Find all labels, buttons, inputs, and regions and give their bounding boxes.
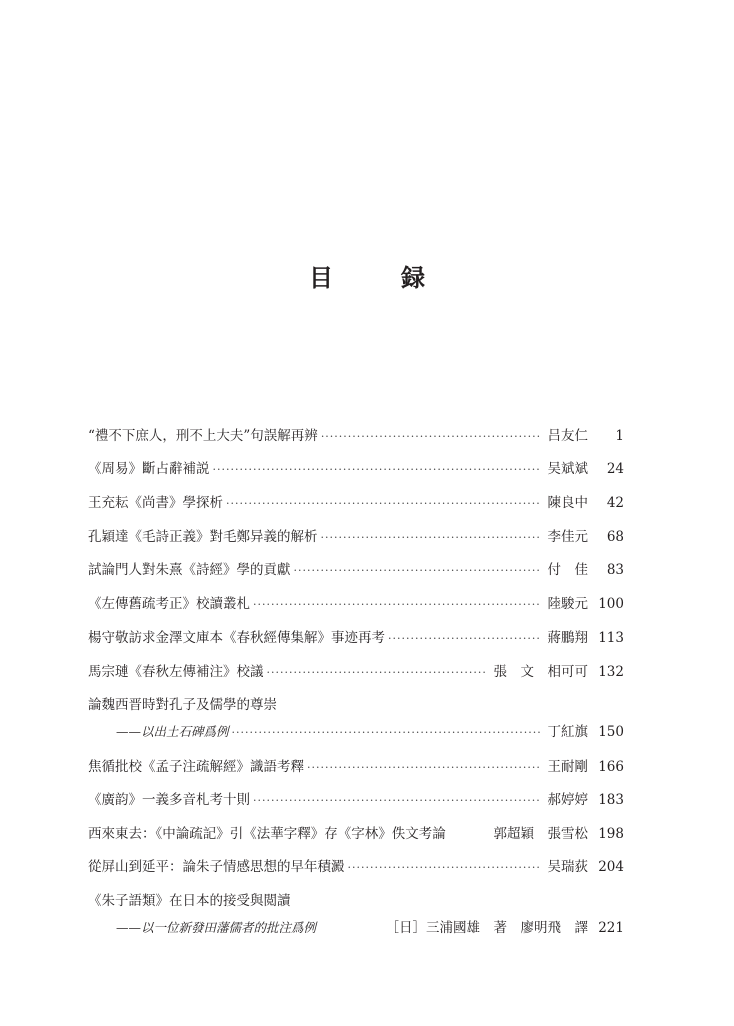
entry-page-number: 221 bbox=[598, 920, 624, 936]
entry-page-number: 24 bbox=[606, 461, 624, 477]
dot-leader bbox=[226, 493, 541, 515]
entry-title: 王充耘《尚書》學探析 bbox=[88, 495, 223, 511]
dot-leader bbox=[321, 426, 541, 448]
entry-author: 李佳元 bbox=[547, 529, 588, 545]
toc-entry[interactable] bbox=[88, 789, 624, 811]
entry-page-number: 204 bbox=[598, 859, 624, 875]
toc-entry[interactable] bbox=[88, 856, 624, 878]
entry-author: 郭超穎 張雪松 bbox=[493, 826, 588, 842]
entry-author: 陳良中 bbox=[547, 495, 588, 511]
toc-entry[interactable] bbox=[88, 756, 624, 778]
entry-title: 《左傳舊疏考正》校讀叢札 bbox=[88, 596, 250, 612]
entry-author: 吴瑞荻 bbox=[547, 859, 588, 875]
dot-leader bbox=[267, 662, 487, 684]
entry-author: 張 文 相可可 bbox=[493, 664, 588, 680]
entry-title: 西來東去：《中論疏記》引《法華字釋》存《字林》佚文考論 bbox=[88, 826, 446, 842]
toc-entry[interactable] bbox=[88, 721, 624, 743]
entry-title: 孔穎達《毛詩正義》對毛鄭异義的解析 bbox=[88, 529, 318, 545]
entry-title: “禮不下庶人，刑不上大夫”句誤解再辨 bbox=[88, 428, 318, 444]
entry-page-number: 68 bbox=[606, 529, 624, 545]
entry-page-number: 113 bbox=[598, 630, 624, 646]
entry-title: 從屏山到延平：論朱子情感思想的早年積澱 bbox=[88, 859, 345, 875]
entry-title: 《廣韵》一義多音札考十則 bbox=[88, 792, 250, 808]
toc-entry[interactable] bbox=[88, 425, 624, 447]
entry-subtitle: ——以出土石碑爲例 bbox=[116, 724, 229, 739]
page-title: 目 録 bbox=[309, 263, 447, 292]
entry-author: 王耐剛 bbox=[547, 759, 588, 775]
entry-subtitle: ——以一位新發田藩儒者的批注爲例 bbox=[116, 920, 317, 935]
dot-leader bbox=[232, 722, 541, 744]
entry-page-number: 150 bbox=[598, 724, 624, 740]
entry-author: 蔣鵬翔 bbox=[547, 630, 588, 646]
entry-author: 陸駿元 bbox=[547, 596, 588, 612]
dot-leader bbox=[321, 527, 541, 549]
entry-author: 吕友仁 bbox=[547, 428, 588, 444]
entry-author: ［日］三浦國雄 著 廖明飛 譯 bbox=[385, 920, 588, 936]
toc-entry[interactable] bbox=[88, 917, 624, 939]
dot-leader bbox=[213, 459, 541, 481]
entry-page-number: 198 bbox=[598, 826, 624, 842]
toc-entry[interactable] bbox=[88, 823, 624, 845]
dot-leader bbox=[253, 790, 541, 812]
entry-main-title[interactable]: 《朱子語類》在日本的接受與閲讀 bbox=[88, 893, 291, 909]
entry-page-number: 183 bbox=[598, 792, 624, 808]
toc-entry[interactable] bbox=[88, 492, 624, 514]
toc-entry[interactable] bbox=[88, 661, 624, 683]
dot-leader bbox=[388, 628, 541, 650]
dot-leader bbox=[348, 857, 541, 879]
entry-author: 吴斌斌 bbox=[547, 461, 588, 477]
entry-author: 丁紅旗 bbox=[547, 724, 588, 740]
entry-title: 馬宗璉《春秋左傳補注》校議 bbox=[88, 664, 264, 680]
entry-title: 焦循批校《孟子注疏解經》識語考釋 bbox=[88, 759, 304, 775]
entry-page-number: 1 bbox=[615, 428, 624, 444]
entry-page-number: 83 bbox=[606, 562, 624, 578]
entry-page-number: 166 bbox=[598, 759, 624, 775]
entry-author: 郝婷婷 bbox=[547, 792, 588, 808]
dot-leader bbox=[307, 757, 541, 779]
dot-leader bbox=[253, 594, 541, 616]
entry-author: 付 佳 bbox=[547, 562, 588, 578]
entry-page-number: 42 bbox=[606, 495, 624, 511]
entry-title: 《周易》斷占辭補説 bbox=[88, 461, 210, 477]
toc-entry[interactable] bbox=[88, 559, 624, 581]
toc-entry[interactable] bbox=[88, 627, 624, 649]
entry-page-number: 132 bbox=[598, 664, 624, 680]
dot-leader bbox=[294, 560, 541, 582]
toc-entry[interactable] bbox=[88, 593, 624, 615]
entry-title: 試論門人對朱熹《詩經》學的貢獻 bbox=[88, 562, 291, 578]
entry-main-title[interactable]: 論魏西晋時對孔子及儒學的尊崇 bbox=[88, 697, 277, 713]
toc-entry[interactable] bbox=[88, 526, 624, 548]
toc-entry[interactable] bbox=[88, 458, 624, 480]
entry-title: 楊守敬訪求金澤文庫本《春秋經傳集解》事迹再考 bbox=[88, 630, 385, 646]
entry-page-number: 100 bbox=[598, 596, 624, 612]
